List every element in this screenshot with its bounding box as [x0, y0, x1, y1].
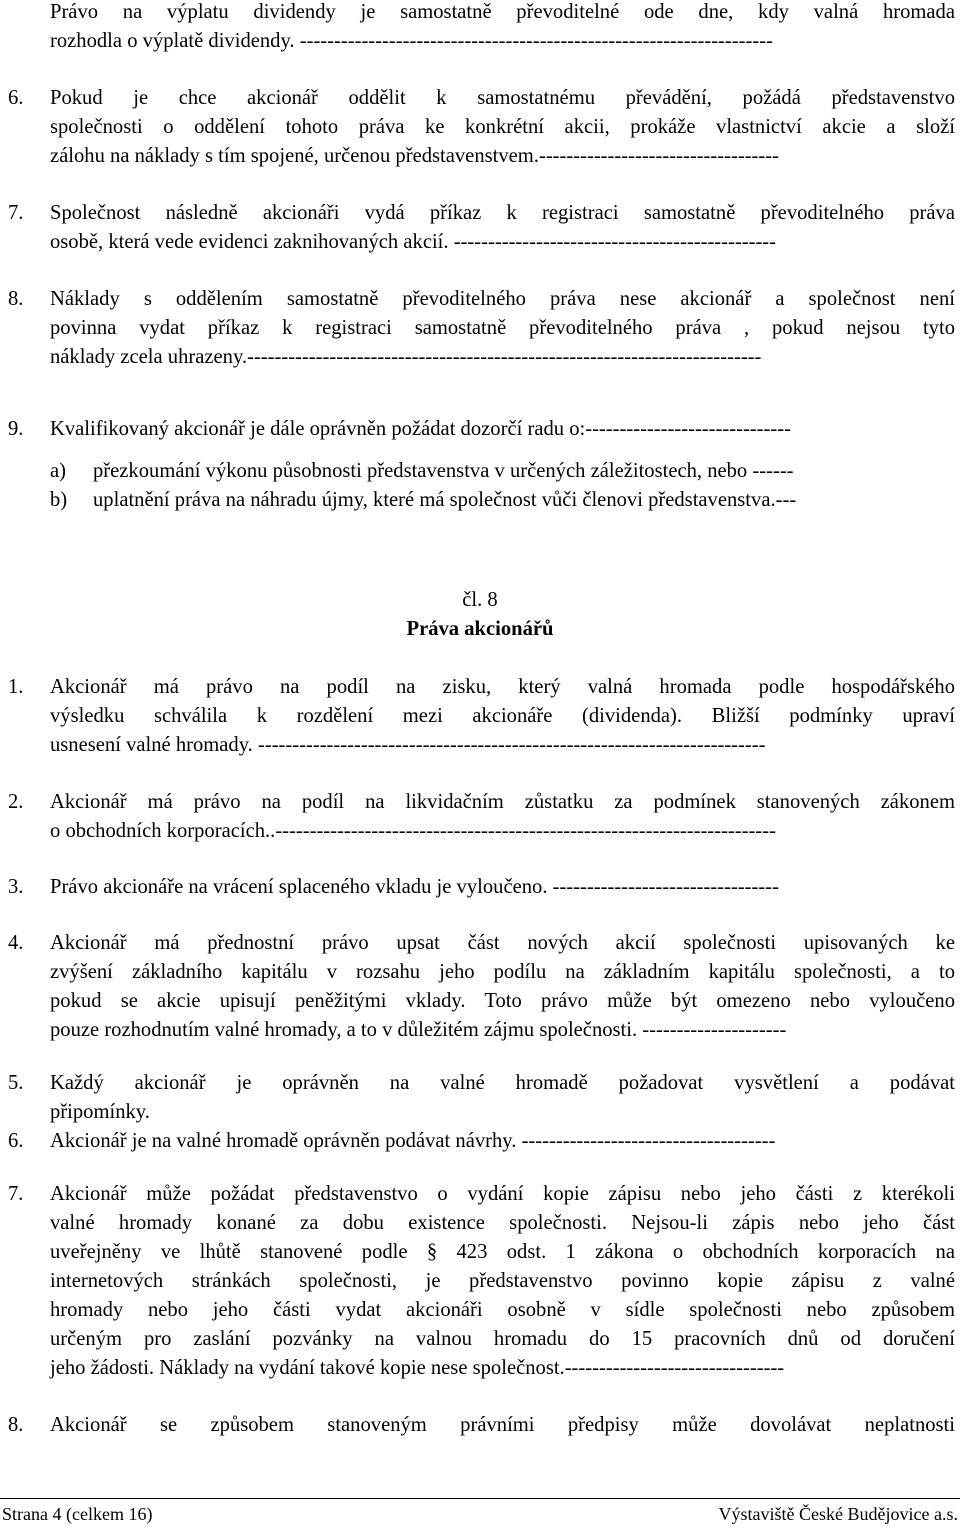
item-number: 7.: [8, 1183, 24, 1205]
item-text-line: společnosti o oddělení tohoto práva ke konkrétní akcii, prokáže vlastnictví akcie a složí: [50, 116, 955, 138]
item-number: 6.: [8, 87, 24, 109]
item-text-line: povinna vydat příkaz k registraci samostatně převoditelného práva , pokud nejsou tyto: [50, 317, 955, 339]
item-text-line: Akcionář může požádat představenstvo o vydání kopie zápisu nebo jeho části z kterékoli: [50, 1183, 955, 1205]
item-number: 8.: [8, 288, 24, 310]
footer-company: Výstaviště České Budějovice a.s.: [718, 1504, 958, 1524]
subitem-text: uplatnění práva na náhradu újmy, které má společnost vůči členovi představenstva.---: [93, 489, 797, 511]
item-number: 6.: [8, 1130, 24, 1152]
item-number: 4.: [8, 932, 24, 954]
item-text-line: Právo akcionáře na vrácení splaceného vkladu je vyloučeno. ---------------------------------: [50, 876, 779, 898]
item-text-line: zvýšení základního kapitálu v rozsahu jeho podílu na základním kapitálu společnosti, a to: [50, 961, 955, 983]
item-text-line: výsledku schválila k rozdělení mezi akcionáře (dividenda). Bližší podmínky upraví: [50, 705, 955, 727]
item-number: 1.: [8, 676, 24, 698]
item-text-line: Společnost následně akcionáři vydá příkaz k registraci samostatně převoditelného práva: [50, 202, 955, 224]
item-text-line: usnesení valné hromady. --------------------------------------------------------------------------: [50, 734, 766, 756]
item-text-line: uveřejněny ve lhůtě stanovené podle § 423 odst. 1 zákona o obchodních korporacích na: [50, 1241, 955, 1263]
article-title: Práva akcionářů: [406, 618, 554, 640]
footer-divider: [0, 1498, 960, 1499]
item-number: 5.: [8, 1072, 24, 1094]
item-text-line: Kvalifikovaný akcionář je dále oprávněn požádat dozorčí radu o:------------------------------: [50, 418, 791, 440]
item-text-line: Akcionář je na valné hromadě oprávněn podávat návrhy. -------------------------------------: [50, 1130, 776, 1152]
subitem-text: přezkoumání výkonu působnosti představenstva v určených záležitostech, nebo ------: [93, 460, 794, 482]
item-text-line: Akcionář má právo na podíl na likvidačním zůstatku za podmínek stanovených zákonem: [50, 791, 955, 813]
item-text-line: připomínky.: [50, 1101, 150, 1123]
item-number: 3.: [8, 876, 24, 898]
item-text-line: internetových stránkách společnosti, je představenstvo povinno kopie zápisu z valné: [50, 1270, 955, 1292]
item-text-line: pouze rozhodnutím valné hromady, a to v důležitém zájmu společnosti. ---------------------: [50, 1019, 787, 1041]
intro-line-1: Právo na výplatu dividendy je samostatně převoditelné ode dne, kdy valná hromada: [50, 1, 955, 23]
item-text-line: Akcionář se způsobem stanoveným právními předpisy může dovolávat neplatnosti: [50, 1414, 955, 1436]
item-text-line: hromady nebo jeho části vydat akcionáři osobně v sídle společnosti nebo způsobem: [50, 1299, 955, 1321]
item-number: 8.: [8, 1414, 24, 1436]
item-text-line: pokud se akcie upisují peněžitými vklady. Toto právo může být omezeno nebo vyloučeno: [50, 990, 955, 1012]
subitem-letter: b): [50, 489, 68, 511]
intro-line-2: rozhodla o výplatě dividendy. ---------------------------------------------------------------------: [50, 30, 773, 52]
footer-page-number: Strana 4 (celkem 16): [2, 1504, 153, 1524]
article-number: čl. 8: [462, 589, 498, 611]
subitem-letter: a): [50, 460, 66, 482]
item-text-line: o obchodních korporacích..-------------------------------------------------------------------------: [50, 820, 776, 842]
item-text-line: Každý akcionář je oprávněn na valné hromadě požadovat vysvětlení a podávat: [50, 1072, 955, 1094]
item-text-line: Pokud je chce akcionář oddělit k samostatnému převádění, požádá představenstvo: [50, 87, 955, 109]
item-number: 2.: [8, 791, 24, 813]
item-text-line: valné hromady konané za dobu existence společnosti. Nejsou-li zápis nebo jeho část: [50, 1212, 955, 1234]
item-text-line: zálohu na náklady s tím spojené, určenou představenstvem.-----------------------------------: [50, 145, 779, 167]
item-text-line: osobě, která vede evidenci zaknihovaných akcií. -----------------------------------------------: [50, 231, 777, 253]
item-number: 9.: [8, 418, 24, 440]
item-text-line: jeho žádosti. Náklady na vydání takové kopie nese společnost.--------------------------------: [50, 1357, 785, 1379]
item-number: 7.: [8, 202, 24, 224]
item-text-line: Akcionář má právo na podíl na zisku, který valná hromada podle hospodářského: [50, 676, 955, 698]
item-text-line: Náklady s oddělením samostatně převoditelného práva nese akcionář a společnost není: [50, 288, 955, 310]
item-text-line: určeným pro zaslání pozvánky na valnou hromadu do 15 pracovních dnů od doručení: [50, 1328, 955, 1350]
item-text-line: náklady zcela uhrazeny.---------------------------------------------------------------------------: [50, 346, 762, 368]
item-text-line: Akcionář má přednostní právo upsat část nových akcií společnosti upisovaných ke: [50, 932, 955, 954]
